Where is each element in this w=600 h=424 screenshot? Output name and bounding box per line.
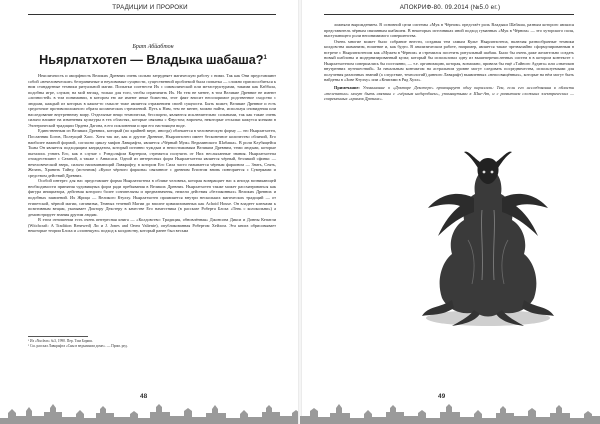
article-author: Брат Абйабтон: [132, 44, 174, 50]
title-footnote-marker: 1: [263, 54, 267, 61]
left-body-column: [28, 73, 276, 234]
creature-illustration: [418, 150, 558, 328]
running-header-right: АПОКРИФ-80. 09.2014 (№5.0 ег.): [399, 4, 501, 11]
paragraph: Особой интерес для нас представляет форма Ньярлатхотепа в облике человека, которая возвращает нас к иногда возникающей необходимости принятия чудовищных форм ради пребывания в Великих Древних. Ньярлатхотеп также может рассматриваться как фигура инициатора, действия которого более сознательны и предназначены, нежели действия «беззаконных» Великих Древних и подобных заявлений. Их Жрица — Великого Ктулху. Ньярлатхотеп проявляется внутри нескольких магических традиций — от египетской, чёрной магии, сатанизма, Темных течений Магии до вполне цивилизованных как Achoid House. Он владеет ключами к позитивным вещам, указывает Доктору Декстеру в качестве Его наместника (в рассказе Роберта Блоха «Тень с колокольни») а демонстрирует знания другим людям.: [28, 178, 276, 217]
running-header-left: ТРАДИЦИИ И ПРОРОКИ: [112, 4, 188, 11]
footnotes: [28, 339, 276, 348]
header-rule-left: [28, 14, 276, 15]
header-rule-right: [324, 14, 574, 15]
note-label: Примечание:: [334, 85, 360, 91]
skyline-ornament-left: [0, 402, 300, 424]
article-title-text: Ньярлатхотеп — Владыка шабаша?: [39, 53, 264, 67]
paragraph: Единственным из Великих Древних, который (по крайней мере, иногда) облекается в человеческую форму — это Ньярлатхотеп, Посланник Богов, Ползущий Хаос. Хотя так же, как и другие Древние, Ньярлатхотеп имеет бесконечное количество обличий, Его наиболее важной формой, согласно циклу мифов Лавкрафта, является «Чёрный Муж» Ведьминского Шабаша». В роли Клубящейся Тьмы Он является подходящим кандидатом, который истинно чуждым и непостижимым Великим Древним, теми людьми, которые пытались узнать Его, как в случае с Рэндольфом Картером, стремятся получить от Них неслыханные знания. Ньярлатхотепа отождествляют с Сатаной, а также с Анвасаси. Одной из интересных форм Ньярлатхотепа является чёрный, безликий сфинкс — нечеловеческий зверь, сильно напоминающий Лавкрафту, в котором Его Сила часто называется чёрным фараоном — Знать, Сеять, Желать, Хранить Тайну, (источник) «Культ чёрного фараона» связанное с древним Египтом вновь повторяется с Сумерками и средством действий Древних.: [28, 128, 276, 178]
paragraph: ложняли вырождением. В основной цели системы «Мук в Чёрном» предстаёт роль Владыки Шабаша, разным которого являлся представитель чёрным связанным шабашем. В некоторых источниках иной подход гуманных «Мук в Чёрном» — это хуторского поля, выступающего роли непонимимого совершенства.: [324, 22, 574, 39]
paragraph: Неясличность и аморфность Великих Древних очень сильно затрудняет магическую работу с ними. Так как Они представляют собой «нечеловеческие» безграничные и неуловимые сущности, существенной проблемой была попытка — сложно приспособиться к ним стандартные техники ритуальной магии. Попытки соотнести Их с символической или метаструктурами, такими как Каббала, подобны игре, служат, на мой взгляд, только для того, чтобы ограничить Их. Но тем не менее, в том Великие Древние не имеют «личностей» в том понимании, в котором ею же имеют иные божества, этот факт вносит неоспоримое родственное сходство с людьми, каждый из которых в каком-то смысле тоже является отражением своей сущности. Быть может, Великие Древние и есть средоточие противоположного образа космических стремлений. Путь к Ним, тем не менее, можно найти, используя сновидения или наследование внутреннему миру. Отдельные вещи технически, бесспорно, являются исключительно сольными, так как такие очень сильно влияют на изменения культуры в тех областях, которые связаны с Фаустом; впрочем, некоторые отсылки кажутся ясными в Эзотерической традиции Ордена Дагона, в его поклонении и при его настоящем виде.: [28, 73, 276, 128]
paragraph: Очень многие может было собрание внести, создавая тем самым Культ Ньярлатхотепа, включая разнообразные техники колдовства шаманизм, ношение и, как будто. В анализическом работе, например, является также чрезвычайно сформулированным в встрече с Ньярлатхотепом как «Мужем в Чёрном» и стремился посетить ритуальный шабаш. Было бы очень даже желательно создать новый шаблоны и модернизированный культ, который бы использовал одну из вышеперечисленных систем в в котором контексте с Ньярлатхотепом совершались бы постоянно, — т.е. организацию, которая, возможно, привела бы ещё «Тайного Аудита» или «знатоков внутренних путешествий». За начальным контактом на астральном уровне могут следовать посредничества, используемыми для получения различных знаний (а следствие, технологий) данного Лавкрафт) выявленных «непосвящённых», которые на нём могут быть найдены в «Зове Ктулху» или «Книгами в Ряд Хулл».: [324, 38, 574, 83]
paragraph: В этом отношении есть очень интересная книга — «Колдовство: Традиция, обновлённая» Джонсона Дикси и Донны Кепатли (Witchcraft: A Tradition Renewed) Ли и J. Jones and Онеи Valiente), опубликованная Робертом Хейлом. Эта книга обрисовывает некоторые теории Блоха и «зловещую» подход к колдовству, который ранее был весьма: [28, 217, 276, 234]
article-title: [28, 53, 278, 67]
footnote-rule: [28, 336, 88, 337]
footnote: ² См. рассказ Лавкрафта «Сны в ведьмином доме». — Прим. ред.: [28, 343, 128, 348]
editor-note: [324, 85, 574, 102]
right-page: [300, 0, 600, 424]
note-text: Упоминание о «Докторе Декстере» провоцирует одну параллель: Тем, если его исследования в области «телепатии» могут быть связаны с «чёрным надгробием», упомянутыми в Шне-Ат, и с развитием сложных электрических — современных «храмов Древних».: [324, 85, 574, 102]
footnote: ¹ Из «Nuclear» №3, 1990. Пер. Тим Бориш.: [28, 339, 93, 343]
skyline-ornament-right: [300, 402, 600, 424]
page-number-right: 49: [438, 393, 446, 400]
right-body-column: [324, 22, 574, 102]
page-number-left: 48: [140, 393, 148, 400]
